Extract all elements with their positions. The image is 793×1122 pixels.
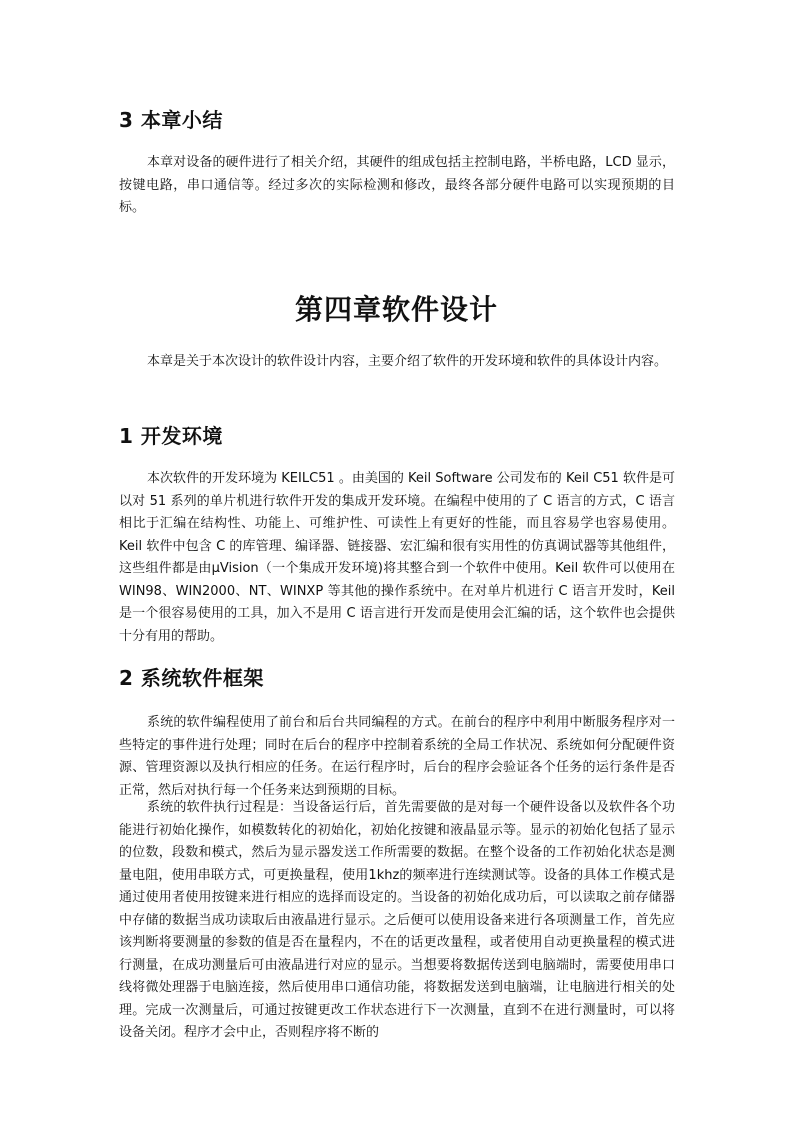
section-heading-framework: 2 系统软件框架 — [119, 666, 264, 690]
framework-paragraph-1: 系统的软件编程使用了前台和后台共同编程的方式。在前台的程序中利用中断服务程序对一些特定的事件进行处理；同时在后台的程序中控制着系统的全局工作状况、系统如何分配硬件资源、管理资源以及执行相应的任务。在运行程序时，后台的程序会验证各个任务的运行条件是否正常，然后对执行每一个任务来达到预期的目标。 — [119, 715, 675, 798]
section-heading-summary: 3 本章小结 — [119, 108, 223, 132]
section-heading-dev-env: 1 开发环境 — [119, 424, 223, 448]
framework-paragraph-2: 系统的软件执行过程是：当设备运行后，首先需要做的是对每一个硬件设备以及软件各个功能进行初始化操作，如模数转化的初始化，初始化按键和液晶显示等。显示的初始化包括了显示的位数，段数和模式，然后为显示器发送工作所需要的数据。在整个设备的工作初始化状态是测量电阻，使用串联方式，可更换量程，使用1khz的频率进行连续测试等。设备的具体工作模式是通过使用者使用按键来进行相应的选择而设定的。当设备的初始化成功后，可以读取之前存储器中存储的数据当成功读取后由液晶进行显示。之后便可以使用设备来进行各项测量工作，首先应该判断将要测量的参数的值是否在量程内，不在的话更改量程，或者使用自动更换量程的模式进行测量，在成功测量后可由液晶进行对应的显示。当想要将数据传送到电脑端时，需要使用串口线将微处理器于电脑连接，然后使用串口通信功能，将数据发送到电脑端，让电脑进行相关的处理。完成一次测量后，可通过按键更改工作状态进行下一次测量，直到不在进行测量时，可以将设备关闭。程序才会中止，否则程序将不断的 — [119, 800, 675, 1040]
chapter-intro-paragraph: 本章是关于本次设计的软件设计内容，主要介绍了软件的开发环境和软件的具体设计内容。 — [147, 354, 668, 369]
chapter-title: 第四章软件设计 — [294, 293, 498, 326]
summary-paragraph: 本章对设备的硬件进行了相关介绍，其硬件的组成包括主控制电路，半桥电路，LCD 显示，按键电路，串口通信等。经过多次的实际检测和修改，最终各部分硬件电路可以实现预期的目标。 — [119, 155, 675, 215]
dev-env-paragraph: 本次软件的开发环境为 KEILC51 。由美国的 Keil Software 公司发布的 Keil C51 软件是可以对 51 系列的单片机进行软件开发的集成开发环境。在编程中使用的了 C 语言的方式，C 语言相比于汇编在结构性、功能上、可维护性、可读性上有更好的性能，而且容易学也容易使用。Keil 软件中包含 C 的库管理、编译器、链接器、宏汇编和很有实用性的仿真调试器等其他组件，这些组件都是由μVision（一个集成开发环境)将其整合到一个软件中使用。Keil 软件可以使用在 WIN98、WIN2000、NT、WINXP 等其他的操作系统中。在对单片机进行 C 语言开发时，Keil 是一个很容易使用的工具，加入不是用 C 语言进行开发而是使用会汇编的话，这个软件也会提供十分有用的帮助。 — [119, 471, 675, 644]
